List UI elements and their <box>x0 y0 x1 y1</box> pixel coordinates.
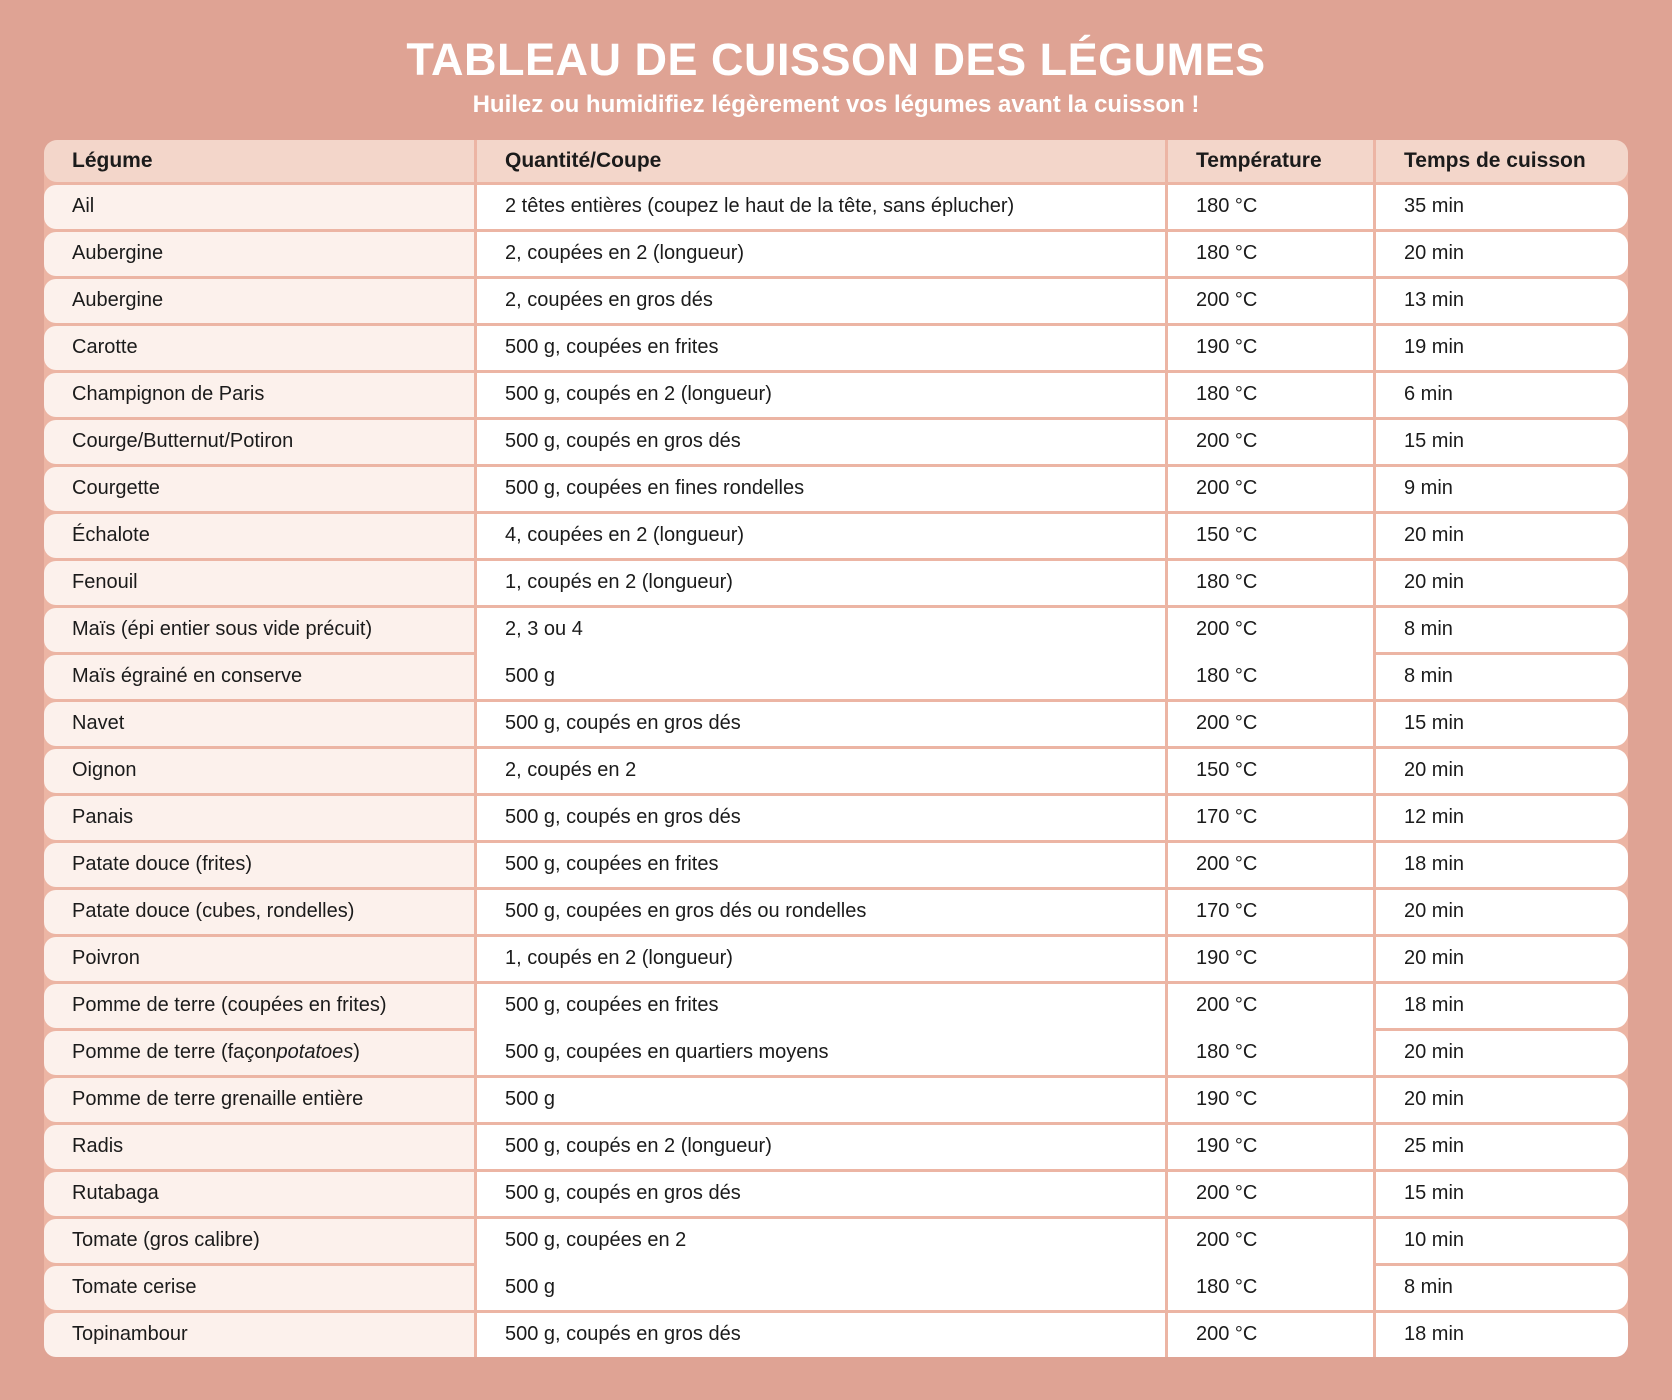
column-header-quantity: Quantité/Coupe <box>477 140 1165 182</box>
temperature-cell: 200 °C <box>1168 702 1373 746</box>
column-header-temperature: Température <box>1168 140 1373 182</box>
legume-cell: Aubergine <box>44 279 474 323</box>
temperature-cell: 190 °C <box>1168 326 1373 370</box>
legume-cell: Oignon <box>44 749 474 793</box>
quantity-cell: 500 g, coupés en 2 (longueur) <box>477 1125 1165 1169</box>
legume-cell: Aubergine <box>44 232 474 276</box>
legume-cell: Radis <box>44 1125 474 1169</box>
quantity-cell: 500 g, coupées en fines rondelles <box>477 467 1165 511</box>
legume-cell: Champignon de Paris <box>44 373 474 417</box>
legume-cell: Courge/Butternut/Potiron <box>44 420 474 464</box>
time-cell: 13 min <box>1376 279 1628 323</box>
quantity-cell: 2, coupées en 2 (longueur) <box>477 232 1165 276</box>
legume-cell: Poivron <box>44 937 474 981</box>
page-header <box>0 0 1672 119</box>
temperature-cell: 200 °C <box>1168 1313 1373 1357</box>
legume-cell: Carotte <box>44 326 474 370</box>
time-cell: 20 min <box>1376 890 1628 934</box>
time-cell: 10 min <box>1376 1219 1628 1263</box>
cooking-table-wrap <box>44 140 1628 1357</box>
quantity-cell: 1, coupés en 2 (longueur) <box>477 937 1165 981</box>
time-cell: 8 min <box>1376 1266 1628 1310</box>
page-title: TABLEAU DE CUISSON DES LÉGUMES <box>406 34 1266 85</box>
time-cell: 20 min <box>1376 514 1628 558</box>
time-cell: 25 min <box>1376 1125 1628 1169</box>
quantity-cell: 2 têtes entières (coupez le haut de la tête, sans éplucher) <box>477 185 1165 229</box>
temperature-cell: 200 °C <box>1168 984 1373 1028</box>
quantity-cell: 2, coupées en gros dés <box>477 279 1165 323</box>
quantity-cell: 4, coupées en 2 (longueur) <box>477 514 1165 558</box>
time-cell: 20 min <box>1376 1078 1628 1122</box>
time-cell: 20 min <box>1376 561 1628 605</box>
legume-cell: Fenouil <box>44 561 474 605</box>
time-cell: 18 min <box>1376 1313 1628 1357</box>
time-cell: 8 min <box>1376 655 1628 699</box>
time-cell: 9 min <box>1376 467 1628 511</box>
time-cell: 15 min <box>1376 420 1628 464</box>
legume-cell: Échalote <box>44 514 474 558</box>
cooking-table <box>44 140 1628 1357</box>
temperature-cell: 170 °C <box>1168 890 1373 934</box>
temperature-cell: 180 °C <box>1168 1031 1373 1075</box>
column-header-legume: Légume <box>44 140 474 182</box>
column-header-time: Temps de cuisson <box>1376 140 1628 182</box>
time-cell: 19 min <box>1376 326 1628 370</box>
temperature-cell: 180 °C <box>1168 232 1373 276</box>
legume-cell: Pomme de terre grenaille entière <box>44 1078 474 1122</box>
temperature-cell: 200 °C <box>1168 608 1373 652</box>
quantity-cell: 500 g, coupées en frites <box>477 843 1165 887</box>
legume-cell: Maïs (épi entier sous vide précuit) <box>44 608 474 652</box>
temperature-cell: 200 °C <box>1168 1219 1373 1263</box>
quantity-cell: 500 g, coupées en 2 <box>477 1219 1165 1263</box>
temperature-cell: 200 °C <box>1168 1172 1373 1216</box>
quantity-cell: 500 g <box>477 655 1165 699</box>
temperature-cell: 150 °C <box>1168 749 1373 793</box>
quantity-cell: 500 g, coupés en gros dés <box>477 702 1165 746</box>
quantity-cell: 500 g, coupés en gros dés <box>477 420 1165 464</box>
legume-cell: Navet <box>44 702 474 746</box>
quantity-cell: 1, coupés en 2 (longueur) <box>477 561 1165 605</box>
temperature-cell: 180 °C <box>1168 185 1373 229</box>
temperature-cell: 150 °C <box>1168 514 1373 558</box>
quantity-cell: 500 g <box>477 1266 1165 1310</box>
quantity-cell: 500 g, coupées en quartiers moyens <box>477 1031 1165 1075</box>
temperature-cell: 200 °C <box>1168 467 1373 511</box>
quantity-cell: 2, coupés en 2 <box>477 749 1165 793</box>
temperature-cell: 190 °C <box>1168 1125 1373 1169</box>
temperature-cell: 200 °C <box>1168 279 1373 323</box>
legume-cell: Topinambour <box>44 1313 474 1357</box>
temperature-cell: 190 °C <box>1168 1078 1373 1122</box>
temperature-cell: 200 °C <box>1168 420 1373 464</box>
temperature-cell: 180 °C <box>1168 561 1373 605</box>
legume-cell: Ail <box>44 185 474 229</box>
temperature-cell: 200 °C <box>1168 843 1373 887</box>
time-cell: 20 min <box>1376 232 1628 276</box>
time-cell: 12 min <box>1376 796 1628 840</box>
quantity-cell: 500 g, coupées en frites <box>477 326 1165 370</box>
quantity-cell: 2, 3 ou 4 <box>477 608 1165 652</box>
legume-cell: Rutabaga <box>44 1172 474 1216</box>
time-cell: 15 min <box>1376 702 1628 746</box>
quantity-cell: 500 g <box>477 1078 1165 1122</box>
quantity-cell: 500 g, coupés en gros dés <box>477 796 1165 840</box>
quantity-cell: 500 g, coupés en gros dés <box>477 1313 1165 1357</box>
temperature-cell: 180 °C <box>1168 655 1373 699</box>
legume-cell: Courgette <box>44 467 474 511</box>
time-cell: 20 min <box>1376 937 1628 981</box>
legume-cell: Pomme de terre (façon potatoes ) <box>44 1031 474 1075</box>
legume-cell: Patate douce (frites) <box>44 843 474 887</box>
legume-cell: Panais <box>44 796 474 840</box>
time-cell: 20 min <box>1376 1031 1628 1075</box>
quantity-cell: 500 g, coupés en gros dés <box>477 1172 1165 1216</box>
temperature-cell: 180 °C <box>1168 1266 1373 1310</box>
legume-cell: Pomme de terre (coupées en frites) <box>44 984 474 1028</box>
temperature-cell: 180 °C <box>1168 373 1373 417</box>
time-cell: 8 min <box>1376 608 1628 652</box>
page-subtitle: Huilez ou humidifiez légèrement vos légumes avant la cuisson ! <box>472 90 1200 118</box>
temperature-cell: 170 °C <box>1168 796 1373 840</box>
quantity-cell: 500 g, coupées en gros dés ou rondelles <box>477 890 1165 934</box>
time-cell: 18 min <box>1376 984 1628 1028</box>
time-cell: 15 min <box>1376 1172 1628 1216</box>
time-cell: 35 min <box>1376 185 1628 229</box>
time-cell: 18 min <box>1376 843 1628 887</box>
quantity-cell: 500 g, coupées en frites <box>477 984 1165 1028</box>
temperature-cell: 190 °C <box>1168 937 1373 981</box>
legume-cell: Maïs égrainé en conserve <box>44 655 474 699</box>
quantity-cell: 500 g, coupés en 2 (longueur) <box>477 373 1165 417</box>
legume-cell: Tomate cerise <box>44 1266 474 1310</box>
legume-cell: Tomate (gros calibre) <box>44 1219 474 1263</box>
legume-cell: Patate douce (cubes, rondelles) <box>44 890 474 934</box>
time-cell: 20 min <box>1376 749 1628 793</box>
time-cell: 6 min <box>1376 373 1628 417</box>
